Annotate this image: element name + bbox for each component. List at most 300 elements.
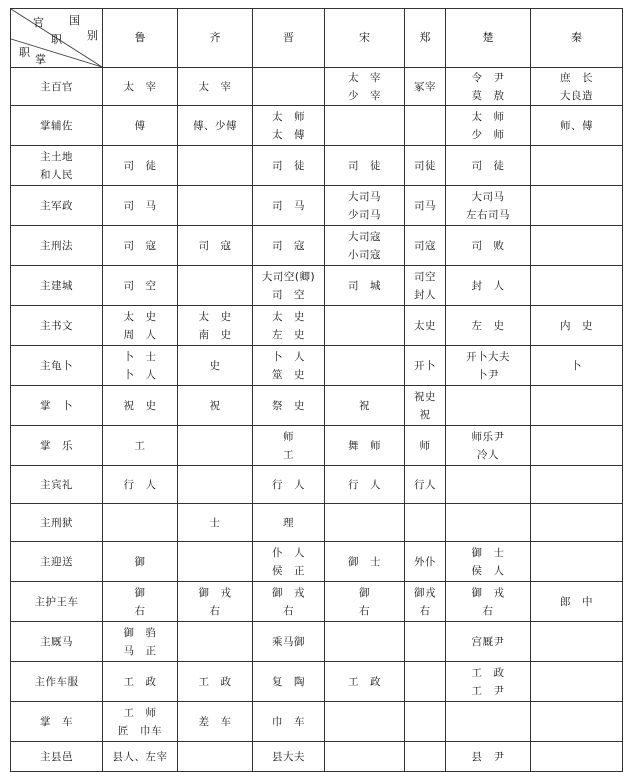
office-cell-song [325,106,405,146]
duty-label: 主刑法 [40,239,73,252]
office-cell-chu [446,266,531,306]
duty-cell [11,226,103,266]
duty-label: 主建城 [40,279,73,292]
office-cell-qi [178,466,253,504]
office-title: 行 人 [272,478,305,491]
office-cell-qi [178,186,253,226]
office-title: 工 尹 [471,684,505,697]
office-title: 工 [283,448,294,461]
office-cell-jin [253,186,325,226]
office-title: 县 尹 [471,750,505,763]
office-title: 右 [419,604,431,617]
state-header-chu: 楚 [446,9,531,68]
duty-cell [11,542,103,582]
office-cell-chu [446,742,531,772]
office-title: 御 戎 [471,586,505,599]
duty-label: 主宾礼 [40,478,73,491]
office-cell-zheng [405,426,446,466]
office-title: 司寇 [414,239,436,252]
office-title: 左右司马 [466,208,510,221]
office-title: 封人 [414,288,436,301]
office-cell-song [325,186,405,226]
office-cell-chu [446,68,531,106]
office-cell-chu [446,622,531,662]
duty-cell [11,146,103,186]
table-row [11,702,623,742]
office-cell-chu [446,226,531,266]
corner-label-guan: 官 [33,16,44,29]
table-row [11,426,623,466]
office-cell-qin [531,426,623,466]
officials-table [10,8,623,772]
office-cell-jin [253,226,325,266]
office-cell-chu [446,466,531,504]
duty-label: 掌 乐 [40,439,73,452]
table-row [11,542,623,582]
office-title: 大司寇 [348,230,381,243]
office-title: 御 戎 [198,586,232,599]
office-cell-qin [531,226,623,266]
office-title: 舞 师 [348,439,381,452]
office-title: 封 人 [471,279,505,292]
office-title: 右 [283,604,294,617]
duty-label: 掌辅佐 [40,119,73,132]
office-title: 御 驺 [123,626,157,639]
office-cell-jin [253,306,325,346]
corner-label-zhi-b: 职 [19,46,30,59]
office-title: 左 史 [471,319,505,332]
table-row [11,582,623,622]
office-cell-chu [446,504,531,542]
office-cell-zheng [405,186,446,226]
office-cell-lu [103,386,178,426]
office-cell-song [325,702,405,742]
office-cell-chu [446,186,531,226]
office-cell-zheng [405,346,446,386]
office-title: 司 徒 [272,159,305,172]
table-row [11,266,623,306]
table-row [11,742,623,772]
office-cell-zheng [405,662,446,702]
office-cell-song [325,662,405,702]
office-title: 师 [283,430,294,443]
office-title: 御 [134,555,146,568]
office-cell-jin [253,146,325,186]
table-row [11,186,623,226]
office-title: 少司马 [348,208,381,221]
office-title: 大司空(卿) [261,270,316,283]
duty-cell [11,346,103,386]
office-title: 司 徒 [471,159,505,172]
table-row [11,226,623,266]
office-cell-zheng [405,542,446,582]
office-title: 庶 长 [560,71,593,84]
office-cell-song [325,68,405,106]
office-title: 工 政 [123,675,157,688]
office-title: 司 马 [123,199,157,212]
office-title: 御 [359,586,370,599]
office-title: 侯 正 [272,564,305,577]
office-cell-qi [178,146,253,186]
office-title: 大司马 [471,190,505,203]
office-title: 理 [283,516,294,529]
duty-cell [11,266,103,306]
office-cell-zheng [405,226,446,266]
office-title: 令 尹 [471,71,505,84]
state-header-zheng: 郑 [405,9,446,68]
table-row [11,346,623,386]
office-cell-qi [178,504,253,542]
office-cell-jin [253,622,325,662]
office-title: 工 [134,439,146,452]
office-cell-qi [178,226,253,266]
header-row [11,9,623,68]
office-title: 少 宰 [348,89,381,102]
office-title: 师 [419,439,431,452]
office-title: 冢宰 [414,80,436,93]
office-cell-lu [103,426,178,466]
corner-label-bie: 别 [87,29,98,42]
office-cell-lu [103,622,178,662]
corner-label-zhi-a: 职 [51,33,62,46]
office-cell-qi [178,266,253,306]
office-cell-lu [103,466,178,504]
office-title: 司徒 [414,159,436,172]
office-title: 仆 人 [272,546,305,559]
office-title: 右 [209,604,221,617]
office-title: 卜 [571,359,582,372]
office-cell-lu [103,582,178,622]
office-title: 开卜 [414,359,436,372]
office-cell-qi [178,426,253,466]
office-title: 司空 [414,270,436,283]
office-title: 司 寇 [198,239,232,252]
office-cell-jin [253,542,325,582]
office-title: 右 [134,604,146,617]
office-title: 太 宰 [348,71,381,84]
office-cell-lu [103,702,178,742]
office-title: 工 政 [198,675,232,688]
office-title: 祝 [359,399,370,412]
office-cell-qi [178,386,253,426]
office-cell-song [325,266,405,306]
office-title: 司 空 [272,288,305,301]
office-cell-lu [103,146,178,186]
duty-label: 主护王车 [34,595,79,608]
duty-label: 主刑狱 [40,516,73,529]
office-title: 左 史 [272,328,305,341]
office-cell-chu [446,306,531,346]
office-cell-lu [103,68,178,106]
office-title: 乘马御 [272,635,305,648]
office-cell-lu [103,742,178,772]
office-cell-qin [531,146,623,186]
office-title: 筮 史 [272,368,305,381]
office-cell-qin [531,346,623,386]
office-cell-jin [253,582,325,622]
office-cell-zheng [405,582,446,622]
office-cell-qin [531,702,623,742]
office-cell-jin [253,346,325,386]
duty-label: 主书文 [40,319,73,332]
duty-cell [11,702,103,742]
office-cell-lu [103,226,178,266]
office-title: 工 师 [123,706,157,719]
office-title: 傅、少傅 [193,119,237,132]
office-cell-song [325,306,405,346]
office-title: 马 正 [123,644,157,657]
office-title: 太 师 [272,110,305,123]
office-cell-lu [103,106,178,146]
duty-cell [11,426,103,466]
office-title: 卜 人 [272,350,305,363]
office-cell-song [325,504,405,542]
office-cell-qin [531,386,623,426]
office-title: 司 寇 [272,239,305,252]
office-cell-qi [178,346,253,386]
office-cell-lu [103,266,178,306]
office-title: 莫 敖 [471,89,505,102]
office-cell-qin [531,582,623,622]
office-title: 巾 车 [272,715,305,728]
office-cell-qin [531,186,623,226]
office-cell-qi [178,106,253,146]
office-title: 士 [209,516,221,529]
office-cell-lu [103,542,178,582]
office-title: 太 傅 [272,128,305,141]
office-title: 郎 中 [560,595,593,608]
office-cell-qi [178,582,253,622]
duty-label: 和人民 [40,168,73,181]
office-cell-chu [446,426,531,466]
office-cell-qin [531,742,623,772]
office-cell-lu [103,662,178,702]
duty-label: 主百官 [40,80,73,93]
table-row [11,146,623,186]
state-header-lu: 鲁 [103,9,178,68]
office-title: 师、傅 [560,119,593,132]
office-cell-lu [103,306,178,346]
office-cell-zheng [405,68,446,106]
office-cell-zheng [405,742,446,772]
office-title: 傅 [134,119,146,132]
office-title: 太 史 [198,310,232,323]
table-row [11,504,623,542]
office-title: 南 史 [198,328,232,341]
office-cell-jin [253,68,325,106]
office-cell-qin [531,622,623,662]
office-cell-jin [253,426,325,466]
duty-label: 主县邑 [40,750,73,763]
office-cell-qi [178,306,253,346]
office-title: 太 宰 [123,80,157,93]
duty-cell [11,466,103,504]
office-title: 内 史 [560,319,593,332]
duty-cell [11,622,103,662]
office-title: 司 徒 [348,159,381,172]
office-title: 县人、左宰 [112,750,168,763]
office-cell-song [325,426,405,466]
office-cell-zheng [405,146,446,186]
office-cell-zheng [405,106,446,146]
duty-cell [11,306,103,346]
office-title: 司马 [414,199,436,212]
office-cell-song [325,346,405,386]
duty-label: 掌 车 [40,715,73,728]
office-cell-zheng [405,504,446,542]
office-title: 工 政 [471,666,505,679]
office-cell-jin [253,504,325,542]
duty-label: 掌 卜 [40,399,73,412]
office-cell-chu [446,582,531,622]
office-title: 太 宰 [198,80,232,93]
office-cell-lu [103,346,178,386]
office-title: 祝史 [414,390,436,403]
office-title: 太 史 [123,310,157,323]
office-title: 司 空 [123,279,157,292]
duty-label: 主军政 [40,199,73,212]
office-cell-qin [531,542,623,582]
office-cell-qin [531,662,623,702]
office-title: 御 戎 [272,586,305,599]
state-header-qi: 齐 [178,9,253,68]
office-cell-jin [253,106,325,146]
office-title: 御 士 [471,546,505,559]
office-cell-song [325,742,405,772]
office-cell-song [325,386,405,426]
office-title: 司 寇 [123,239,157,252]
office-cell-qi [178,742,253,772]
office-cell-jin [253,702,325,742]
office-cell-zheng [405,386,446,426]
office-cell-qin [531,106,623,146]
office-cell-qi [178,542,253,582]
duty-cell [11,186,103,226]
office-cell-chu [446,386,531,426]
duty-cell [11,106,103,146]
duty-cell [11,662,103,702]
office-title: 右 [359,604,370,617]
duty-label: 主迎送 [40,555,73,568]
office-cell-song [325,466,405,504]
office-title: 太 师 [471,110,505,123]
office-cell-zheng [405,266,446,306]
office-title: 冷人 [477,448,499,461]
duty-label: 主厩马 [40,635,73,648]
office-title: 外仆 [414,555,436,568]
office-cell-chu [446,146,531,186]
office-cell-song [325,146,405,186]
office-title: 史 [209,359,221,372]
office-cell-chu [446,542,531,582]
office-cell-qin [531,266,623,306]
office-title: 行人 [414,478,436,491]
office-cell-lu [103,504,178,542]
office-cell-chu [446,346,531,386]
office-cell-qin [531,306,623,346]
office-title: 御戎 [414,586,436,599]
office-title: 御 士 [348,555,381,568]
table-row [11,106,623,146]
table-row [11,306,623,346]
office-cell-qin [531,466,623,504]
office-cell-chu [446,106,531,146]
office-title: 太史 [414,319,436,332]
office-cell-zheng [405,702,446,742]
office-cell-zheng [405,622,446,662]
office-title: 大良造 [560,89,593,102]
duty-cell [11,582,103,622]
table-row [11,662,623,702]
office-title: 祝 史 [123,399,157,412]
office-title: 卜 士 [123,350,157,363]
office-cell-chu [446,662,531,702]
office-title: 小司寇 [348,248,381,261]
office-cell-jin [253,386,325,426]
office-cell-qin [531,504,623,542]
office-title: 行 人 [123,478,157,491]
corner-label-guo: 国 [69,14,80,27]
office-cell-song [325,582,405,622]
office-title: 御 [134,586,146,599]
office-title: 司 马 [272,199,305,212]
office-title: 复 陶 [272,675,305,688]
office-title: 师乐尹 [471,430,505,443]
office-cell-zheng [405,306,446,346]
office-title: 卜尹 [477,368,499,381]
office-title: 工 政 [348,675,381,688]
corner-label-zhang: 掌 [35,53,46,66]
table-row [11,386,623,426]
office-cell-jin [253,266,325,306]
state-header-song: 宋 [325,9,405,68]
office-cell-qi [178,702,253,742]
office-title: 匠 巾车 [118,724,162,737]
duty-label: 主土地 [40,150,73,163]
office-title: 差 车 [198,715,232,728]
office-title: 周 人 [123,328,157,341]
office-title: 司 城 [348,279,381,292]
office-title: 太 史 [272,310,305,323]
office-title: 县大夫 [272,750,305,763]
header-corner-cell [11,9,103,68]
office-title: 司 败 [471,239,505,252]
office-cell-qin [531,68,623,106]
office-title: 开卜大夫 [466,350,510,363]
table-row [11,466,623,504]
office-cell-jin [253,466,325,504]
office-cell-song [325,226,405,266]
office-cell-lu [103,186,178,226]
office-cell-qi [178,622,253,662]
office-cell-jin [253,662,325,702]
office-cell-zheng [405,466,446,504]
duty-cell [11,742,103,772]
table-row [11,622,623,662]
office-title: 侯 人 [471,564,505,577]
duty-label: 主龟卜 [40,359,73,372]
office-cell-song [325,622,405,662]
office-cell-jin [253,742,325,772]
duty-label: 主作车服 [34,675,79,688]
office-title: 卜 人 [123,368,157,381]
office-title: 祭 史 [272,399,305,412]
office-title: 司 徒 [123,159,157,172]
office-cell-qi [178,68,253,106]
state-header-qin: 秦 [531,9,623,68]
duty-cell [11,386,103,426]
office-title: 祝 [419,408,431,421]
